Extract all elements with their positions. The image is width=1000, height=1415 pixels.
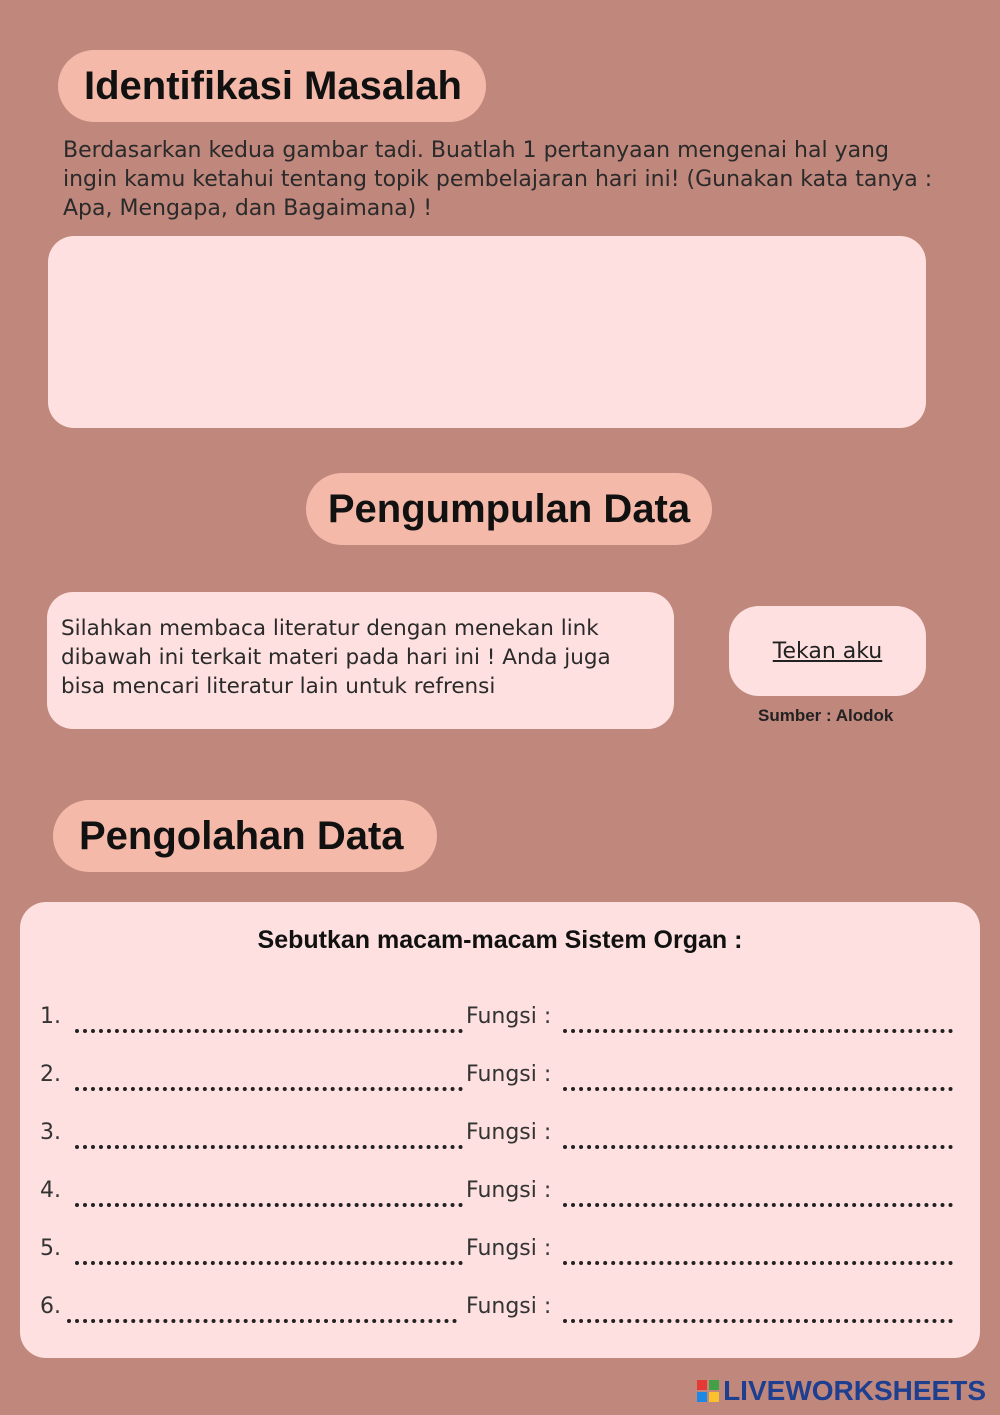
organ-row-number: 4. [40,1178,61,1203]
section-title-pengumpulan [306,473,712,545]
organ-function-label: Fungsi : [466,1178,552,1203]
organ-row [20,1062,980,1096]
liveworksheets-logo-icon [697,1380,719,1402]
logo-square [709,1380,719,1390]
literature-link-button[interactable] [729,606,926,696]
section-title-pengolahan-text: Pengolahan Data [79,813,404,858]
organ-row [20,1294,980,1328]
logo-square [697,1380,707,1390]
liveworksheets-brand[interactable] [697,1375,986,1407]
organ-row-number: 1. [40,1004,61,1029]
identifikasi-instruction: Berdasarkan kedua gambar tadi. Buatlah 1 pertanyaan mengenai hal yang ingin kamu ketahui tentang topik pembelajaran hari ini! (Gunakan kata tanya : Apa, Mengapa, dan Bagaimana) ! [63,138,933,221]
organ-name-field[interactable] [75,1029,463,1033]
logo-square [709,1392,719,1402]
organ-row-number: 6. [40,1294,61,1319]
organ-name-field[interactable] [67,1319,457,1323]
organ-function-label: Fungsi : [466,1120,552,1145]
literature-instruction: Silahkan membaca literatur dengan menekan link dibawah ini terkait materi pada hari ini ! Anda juga bisa mencari literatur lain untuk refrensi [61,616,611,699]
organ-name-field[interactable] [75,1087,463,1091]
organ-function-field[interactable] [563,1145,953,1149]
organ-function-label: Fungsi : [466,1236,552,1261]
section-title-pengumpulan-text: Pengumpulan Data [327,486,691,531]
literature-instruction-box [47,592,674,729]
organ-function-label: Fungsi : [466,1294,552,1319]
organ-function-field[interactable] [563,1261,953,1265]
organ-row [20,1120,980,1154]
organ-row-number: 3. [40,1120,61,1145]
organ-list-box [20,902,980,1358]
organ-row-number: 2. [40,1062,61,1087]
brand-text: LIVEWORKSHEETS [723,1375,986,1406]
organ-list-heading: Sebutkan macam-macam Sistem Organ : [257,926,743,954]
organ-row [20,1004,980,1038]
question-answer-field[interactable] [48,236,926,428]
organ-name-field[interactable] [75,1145,463,1149]
organ-name-field[interactable] [75,1261,463,1265]
organ-function-field[interactable] [563,1203,953,1207]
section-title-identifikasi-text: Identifikasi Masalah [84,63,462,108]
source-caption: Sumber : Alodok [758,706,894,725]
organ-function-label: Fungsi : [466,1004,552,1029]
organ-function-label: Fungsi : [466,1062,552,1087]
organ-function-field[interactable] [563,1087,953,1091]
section-title-identifikasi [58,50,486,122]
logo-square [697,1392,707,1402]
organ-function-field[interactable] [563,1319,953,1323]
organ-row [20,1236,980,1270]
organ-name-field[interactable] [75,1203,463,1207]
organ-row [20,1178,980,1212]
organ-row-number: 5. [40,1236,61,1261]
section-title-pengolahan [53,800,437,872]
organ-function-field[interactable] [563,1029,953,1033]
literature-link-label: Tekan aku [772,638,883,664]
